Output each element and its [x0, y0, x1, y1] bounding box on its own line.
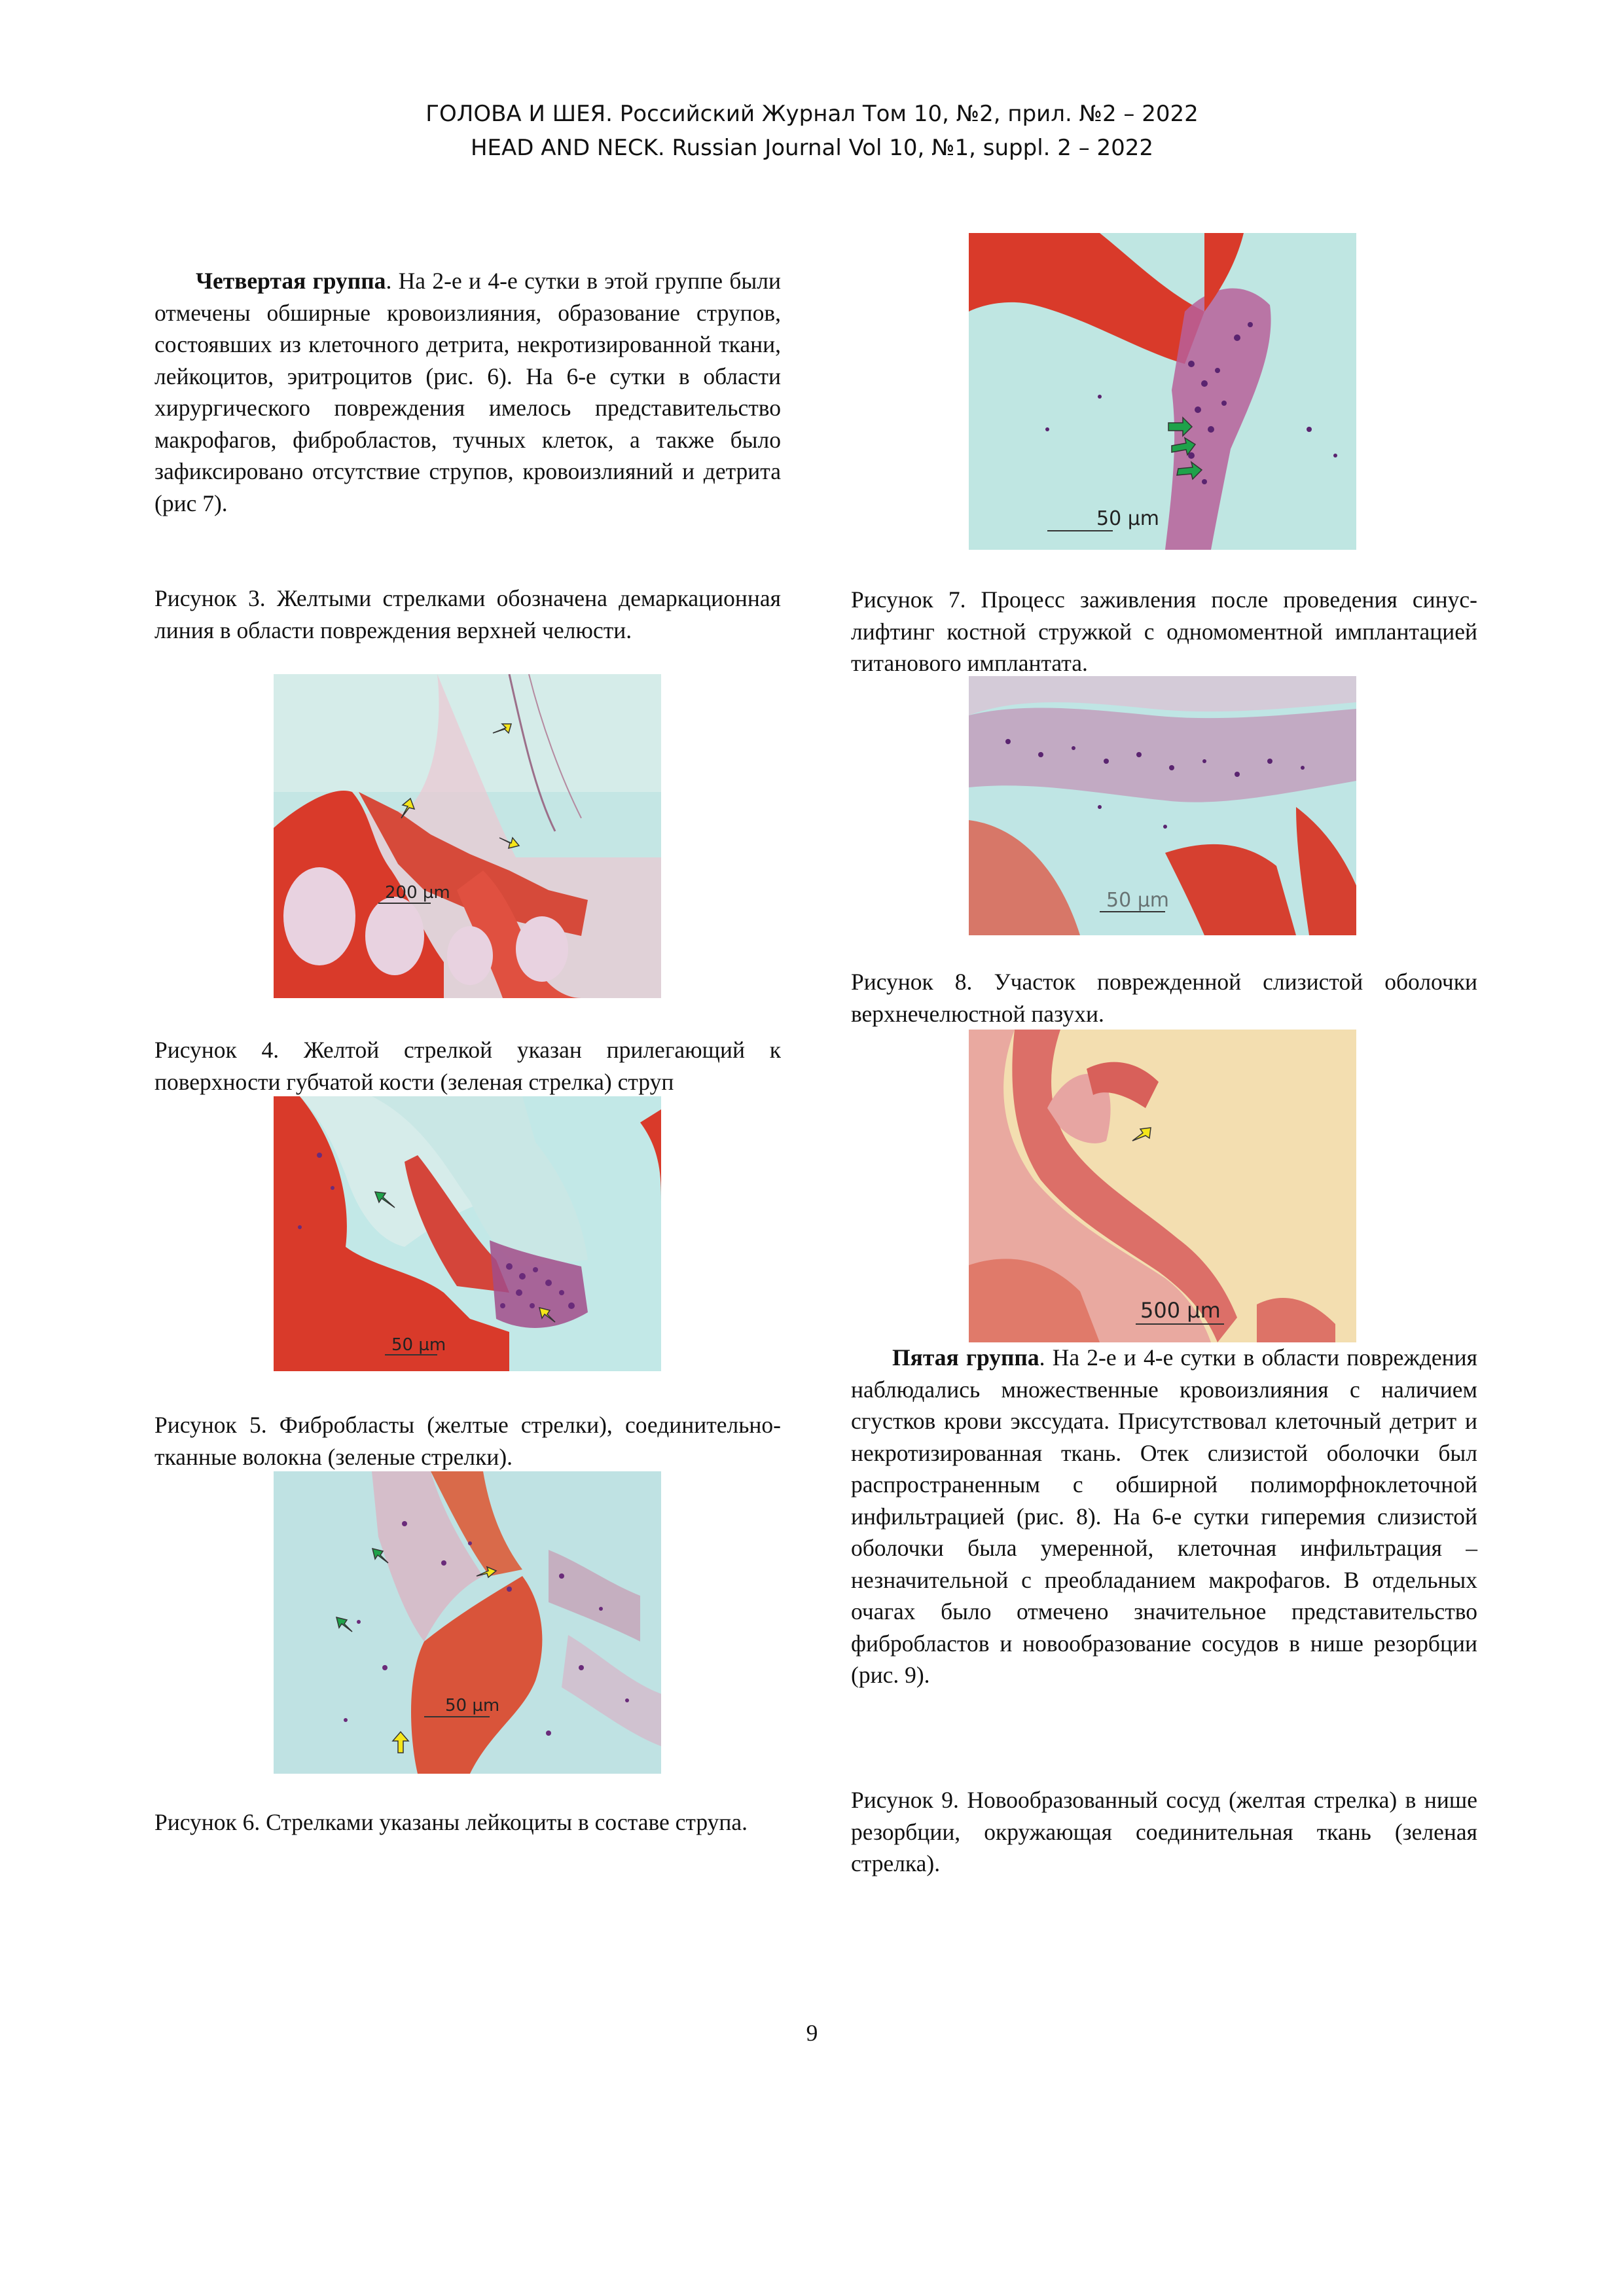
group5-text: . На 2-е и 4-е сутки в области повреждения наблюдались множественные кровоизлияния с наличием сгустков крови экссудата. Присутствовал клеточный детрит и некротизированная ткань. Отек слизистой оболочки был распространенным с обширной полиморфноклеточной инфильтрацией (рис. 8). На 6-е сутки гиперемия слизистой оболочки была умеренной, клеточная инфильтрация – незначительной с преобладанием макрофагов. В отдельных очагах было отмечено значительное представительство фибробластов и новообразование сосудов в нише резорбции (рис. 9). — [851, 1344, 1477, 1688]
fig3-caption: Рисунок 3. Желтыми стрелками обозначена демаркационная линия в области повреждения верхней челюсти. — [154, 585, 781, 643]
group4-text: . На 2-е и 4-е сутки в этой группе были отмечены обширные кровоизлияния, образование струпов, состоявших из клеточного детрита, некротизированной ткани, лейкоцитов, эритроцитов (рис. 6). На 6-е сутки в области хирургического повреждения имелось представительство макрофагов, фибробластов, тучных клеток, а также было зафиксировано отсутствие струпов, кровоизлияний и детрита (рис 7). — [154, 268, 781, 516]
group4-paragraph — [154, 265, 781, 519]
fig9-caption: Рисунок 9. Новообразованный сосуд (желтая стрелка) в нише резорбции, окружающая соединительная ткань (зеленая стрелка). — [851, 1787, 1477, 1876]
fig5-caption: Рисунок 5. Фибробласты (желтые стрелки), соединительно-тканные волокна (зеленые стрелки). — [154, 1412, 781, 1470]
fig6-caption: Рисунок 6. Стрелками указаны лейкоциты в составе струпа. — [154, 1809, 748, 1835]
fig4-caption: Рисунок 4. Желтой стрелкой указан прилегающий к поверхности губчатой кости (зеленая стрелка) струп — [154, 1037, 781, 1095]
fig4-scale-label: 50 µm — [391, 1335, 446, 1355]
fig7-caption: Рисунок 7. Процесс заживления после проведения синус-лифтинг костной стружкой с одномоментной имплантацией титанового имплантата. — [851, 586, 1477, 676]
histology-image-d — [969, 676, 1356, 935]
fig8-caption: Рисунок 8. Участок поврежденной слизистой оболочки верхнечелюстной пазухи. — [851, 969, 1477, 1027]
header-line-1: ГОЛОВА И ШЕЯ. Российский Журнал Том 10, №2, прил. №2 – 2022 — [425, 101, 1199, 127]
fig8-scale-label: 500 µm — [1140, 1298, 1221, 1323]
group5-paragraph — [851, 1342, 1477, 1691]
fig3-scale-label: 200 µm — [385, 883, 450, 903]
group4-title: Четвертая группа — [196, 268, 386, 294]
histology-image-b — [274, 1096, 661, 1371]
histology-image-c — [274, 1471, 661, 1774]
group5-title: Пятая группа — [892, 1344, 1039, 1371]
fig7-scale-label: 50 µm — [1106, 889, 1170, 912]
header-line-2: HEAD AND NECK. Russian Journal Vol 10, №1, suppl. 2 – 2022 — [470, 135, 1154, 161]
histology-image-e — [969, 1030, 1356, 1342]
top-right-scale-label: 50 µm — [1096, 507, 1160, 530]
page-number: 9 — [806, 2020, 818, 2046]
histology-image-a — [274, 674, 661, 998]
fig5-scale-label: 50 µm — [445, 1696, 500, 1715]
histology-image-top-right — [969, 233, 1356, 550]
